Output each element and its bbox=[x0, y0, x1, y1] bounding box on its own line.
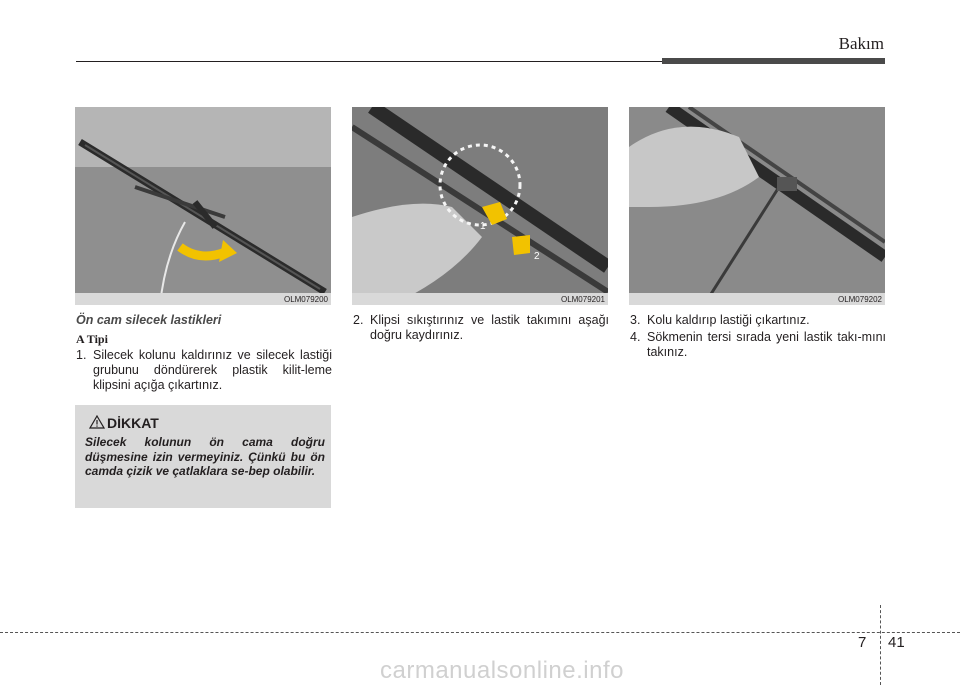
photo-code: OLM079201 bbox=[560, 295, 605, 304]
watermark: carmanualsonline.info bbox=[380, 657, 624, 684]
photo-remove-blade bbox=[629, 107, 885, 305]
callout-2: 2 bbox=[534, 251, 540, 262]
page-number: 41 bbox=[888, 634, 905, 651]
step-text: Silecek kolunu kaldırınız ve silecek lastiği grubunu döndürerek plastik kilit-leme klipsini açığa çıkartınız. bbox=[93, 348, 332, 392]
step-text: Klipsi sıkıştırınız ve lastik takımını aşağı doğru kaydırınız. bbox=[370, 313, 609, 342]
step-number: 2. bbox=[353, 313, 364, 327]
caution-text: Silecek kolunun ön cama doğru düşmesine izin vermeyiniz. Çünkü bu ön camda çizik ve çatlaklara se-bep olabilir. bbox=[85, 435, 325, 478]
caution-title: DİKKAT bbox=[107, 415, 159, 431]
photo-wiper-arm-raised bbox=[75, 107, 331, 305]
step-2 bbox=[353, 313, 609, 343]
step-4 bbox=[630, 330, 886, 360]
step-number: 1. bbox=[76, 348, 87, 362]
chapter-number: 7 bbox=[858, 634, 867, 651]
step-number: 3. bbox=[630, 313, 641, 327]
section-title: Ön cam silecek lastikleri bbox=[76, 313, 222, 327]
photo-code: OLM079202 bbox=[837, 295, 882, 304]
warning-triangle-icon bbox=[89, 415, 105, 429]
step-3 bbox=[630, 313, 886, 328]
callout-1: 1 bbox=[480, 221, 486, 232]
footer-rule bbox=[0, 632, 960, 633]
photo-code: OLM079200 bbox=[283, 295, 328, 304]
subsection-heading: A Tipi bbox=[76, 332, 108, 346]
caution-box bbox=[75, 405, 331, 508]
step-text: Sökmenin tersi sırada yeni lastik takı-mını takınız. bbox=[647, 330, 886, 359]
header-rule-accent bbox=[662, 58, 885, 64]
step-1 bbox=[76, 348, 332, 393]
step-number: 4. bbox=[630, 330, 641, 344]
step-text: Kolu kaldırıp lastiği çıkartınız. bbox=[647, 313, 810, 327]
page-header-title: Bakım bbox=[838, 34, 884, 53]
photo-clip-squeeze bbox=[352, 107, 608, 305]
header-rule bbox=[76, 61, 662, 62]
footer-divider bbox=[880, 605, 881, 685]
